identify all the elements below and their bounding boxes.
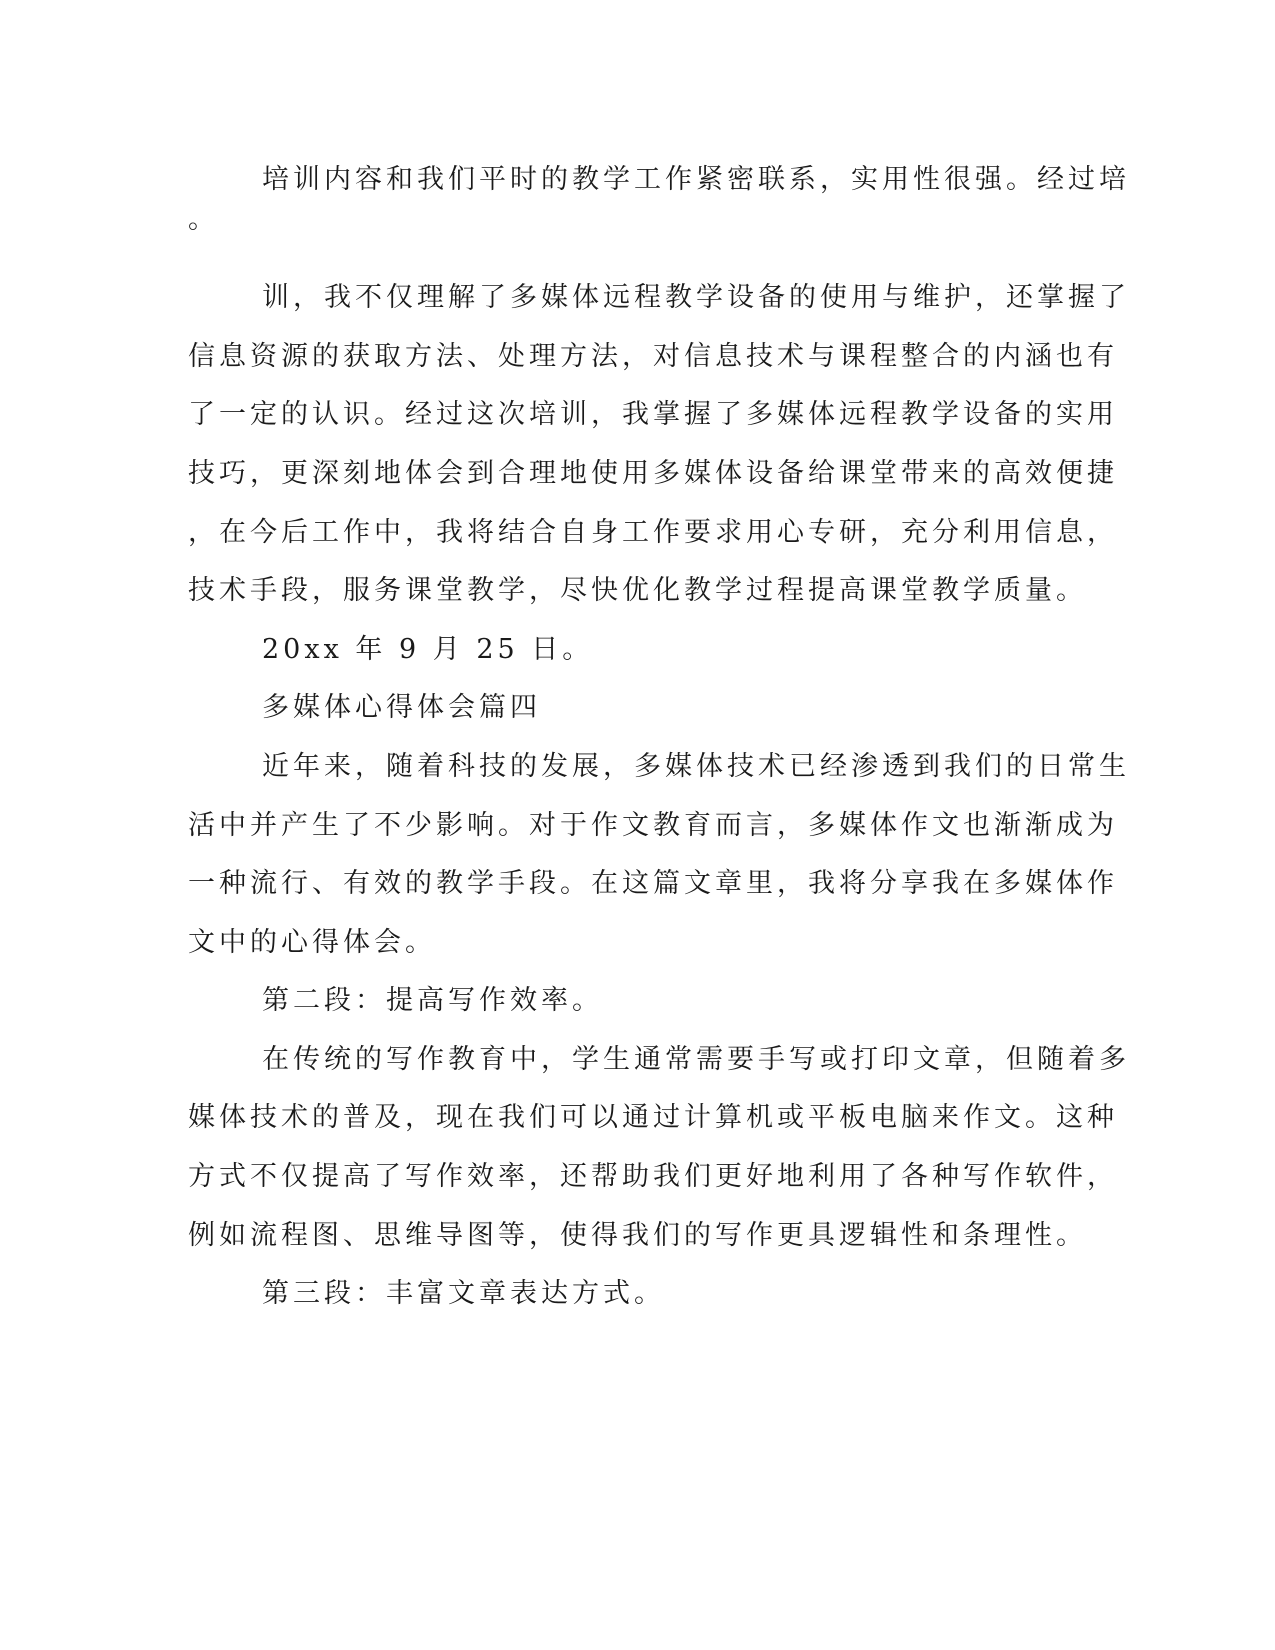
text-line: 训，我不仅理解了多媒体远程教学设备的使用与维护，还掌握了	[262, 282, 1130, 313]
text-line: 了一定的认识。经过这次培训，我掌握了多媒体远程教学设备的实用	[188, 399, 1118, 430]
text-line: ，在今后工作中，我将结合自身工作要求用心专研，充分利用信息，	[188, 517, 1118, 548]
text-line: 。	[188, 204, 219, 235]
text-line: 一种流行、有效的教学手段。在这篇文章里，我将分享我在多媒体作	[188, 868, 1118, 899]
text-line: 近年来，随着科技的发展，多媒体技术已经渗透到我们的日常生	[262, 751, 1130, 782]
text-line: 信息资源的获取方法、处理方法，对信息技术与课程整合的内涵也有	[188, 341, 1118, 372]
text-line: 在传统的写作教育中，学生通常需要手写或打印文章，但随着多	[262, 1044, 1130, 1075]
text-line: 文中的心得体会。	[188, 927, 436, 958]
text-line: 技巧，更深刻地体会到合理地使用多媒体设备给课堂带来的高效便捷	[188, 458, 1118, 489]
section-heading: 第三段：丰富文章表达方式。	[262, 1278, 665, 1309]
section-heading: 第二段：提高写作效率。	[262, 985, 603, 1016]
date-line: 20xx 年 9 月 25 日。	[262, 634, 594, 665]
text-line: 活中并产生了不少影响。对于作文教育而言，多媒体作文也渐渐成为	[188, 810, 1118, 841]
text-line: 培训内容和我们平时的教学工作紧密联系，实用性很强。经过培	[262, 164, 1130, 195]
text-line: 技术手段，服务课堂教学，尽快优化教学过程提高课堂教学质量。	[188, 575, 1087, 606]
text-line: 方式不仅提高了写作效率，还帮助我们更好地利用了各种写作软件，	[188, 1161, 1118, 1192]
text-line: 媒体技术的普及，现在我们可以通过计算机或平板电脑来作文。这种	[188, 1102, 1118, 1133]
section-heading: 多媒体心得体会篇四	[262, 692, 541, 723]
text-line: 例如流程图、思维导图等，使得我们的写作更具逻辑性和条理性。	[188, 1220, 1087, 1251]
